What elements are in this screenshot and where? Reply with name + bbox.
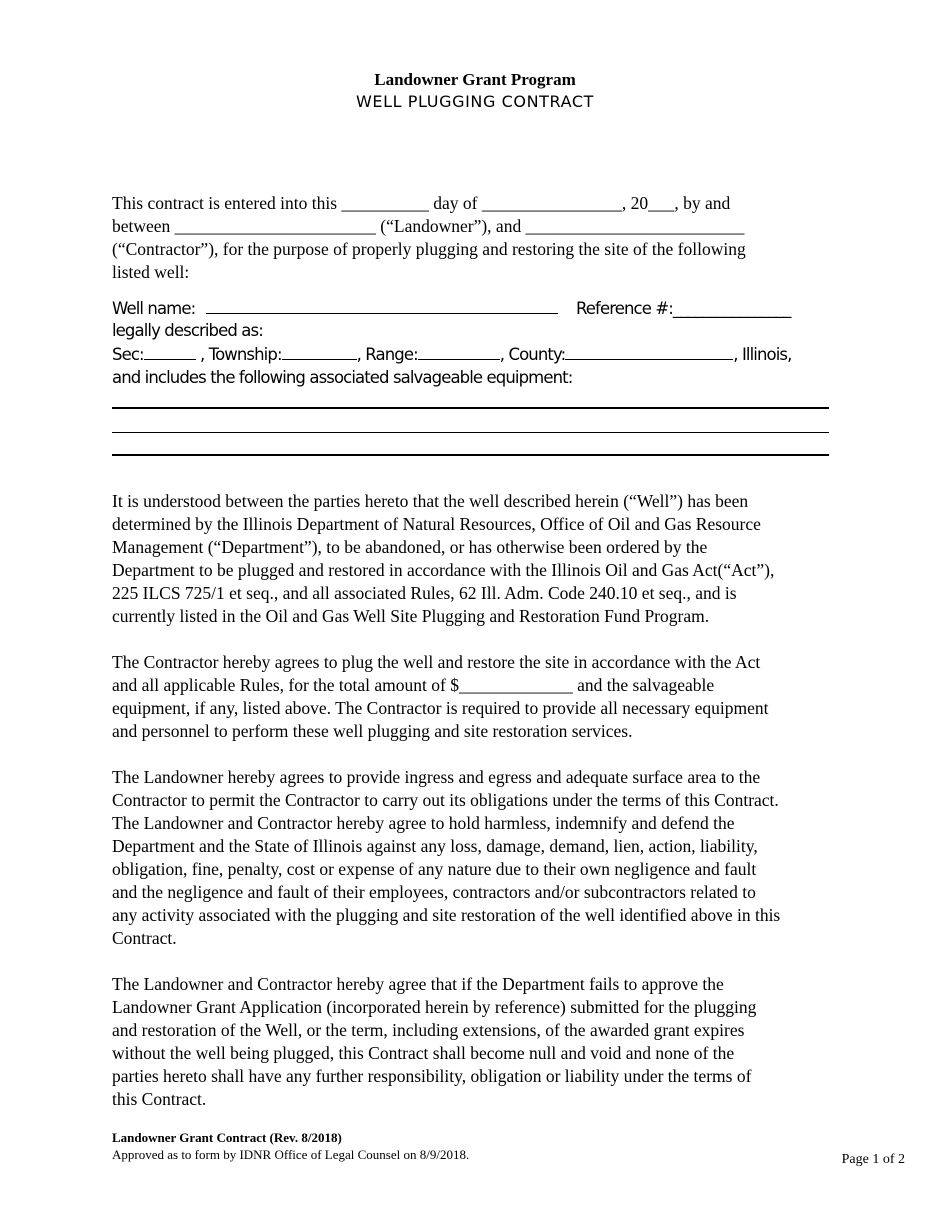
paragraph-line: parties hereto shall have any further responsibility, obligation or liability under the terms of (112, 1066, 752, 1086)
legal-approval: Approved as to form by IDNR Office of Legal Counsel on 8/9/2018. (112, 1147, 470, 1162)
reference-label: Reference #:________________ (575, 299, 791, 318)
township-label: , Township: (200, 345, 282, 364)
paragraph-line: and personnel to perform these well plugging and site restoration services. (112, 721, 633, 741)
paragraph-line: Management (“Department”), to be abandoned, or has otherwise been ordered by the (112, 537, 708, 557)
paragraph-line: currently listed in the Oil and Gas Well Site Plugging and Restoration Fund Program. (112, 606, 710, 626)
equipment-line-1[interactable] (112, 407, 829, 409)
intro-line-3: (“Contractor”), for the purpose of properly plugging and restoring the site of the following (112, 239, 746, 259)
paragraph-line: Landowner Grant Application (incorporated herein by reference) submitted for the plugging (112, 997, 757, 1017)
county-label: , County: (499, 345, 566, 364)
township-field[interactable] (282, 344, 357, 360)
well-name-row (112, 298, 791, 319)
paragraph-line: obligation, fine, penalty, cost or expense of any nature due to their own negligence and fault (112, 859, 757, 879)
paragraph-line: and all applicable Rules, for the total amount of $_____________ and the salvageable (112, 675, 715, 695)
equipment-line-3[interactable] (112, 454, 829, 456)
paragraph-line: Contractor to permit the Contractor to carry out its obligations under the terms of this Contract. (112, 790, 779, 810)
paragraph-line: The Contractor hereby agrees to plug the well and restore the site in accordance with the Act (112, 652, 761, 672)
contract-title: WELL PLUGGING CONTRACT (355, 92, 595, 111)
intro-line-2: between _______________________ (“Landowner”), and _________________________ (112, 216, 745, 236)
paragraph-line: Contract. (112, 928, 177, 948)
paragraph-line: Department and the State of Illinois against any loss, damage, demand, lien, action, liability, (112, 836, 758, 856)
paragraph-line: The Landowner and Contractor hereby agree to hold harmless, indemnify and defend the (112, 813, 735, 833)
state-suffix: , Illinois, (733, 345, 792, 364)
well-name-label: Well name: (112, 299, 196, 318)
paragraph-null-and-void (112, 973, 842, 1111)
page-number: Page 1 of 2 (841, 1152, 905, 1167)
paragraph-line: The Landowner hereby agrees to provide ingress and egress and adequate surface area to the (112, 767, 761, 787)
sec-field[interactable] (144, 344, 196, 360)
range-field[interactable] (418, 344, 500, 360)
paragraph-contractor-agreement (112, 651, 842, 743)
paragraph-line: determined by the Illinois Department of Natural Resources, Office of Oil and Gas Resource (112, 514, 761, 534)
paragraph-line: without the well being plugged, this Contract shall become null and void and none of the (112, 1043, 735, 1063)
paragraph-line: any activity associated with the plugging and site restoration of the well identified above in this (112, 905, 781, 925)
location-row (112, 344, 791, 365)
intro-line-1: This contract is entered into this __________ day of ________________, 20___, by and (112, 193, 731, 213)
paragraph-line: The Landowner and Contractor hereby agree that if the Department fails to approve the (112, 974, 724, 994)
paragraph-landowner-agreement (112, 766, 842, 950)
program-title: Landowner Grant Program (374, 70, 576, 89)
equipment-line-2[interactable] (112, 432, 829, 433)
paragraph-line: Department to be plugged and restored in accordance with the Illinois Oil and Gas Act(“Act”), (112, 560, 775, 580)
paragraph-well-determination (112, 490, 842, 628)
county-field[interactable] (565, 344, 733, 360)
well-name-field[interactable] (206, 298, 558, 314)
paragraph-line: 225 ILCS 725/1 et seq., and all associated Rules, 62 Ill. Adm. Code 240.10 et seq., and is (112, 583, 737, 603)
paragraph-line: this Contract. (112, 1089, 207, 1109)
paragraph-line: and restoration of the Well, or the term, including extensions, of the awarded grant expires (112, 1020, 745, 1040)
equipment-label: and includes the following associated salvageable equipment: (112, 368, 573, 387)
paragraph-line: and the negligence and fault of their employees, contractors and/or subcontractors related to (112, 882, 756, 902)
intro-line-4: listed well: (112, 262, 190, 282)
form-revision: Landowner Grant Contract (Rev. 8/2018) (112, 1130, 342, 1145)
paragraph-line: equipment, if any, listed above. The Contractor is required to provide all necessary equipment (112, 698, 769, 718)
paragraph-line: It is understood between the parties hereto that the well described herein (“Well”) has been (112, 491, 749, 511)
range-label: , Range: (356, 345, 418, 364)
sec-label: Sec: (112, 345, 144, 364)
legal-description-label: legally described as: (112, 321, 263, 340)
